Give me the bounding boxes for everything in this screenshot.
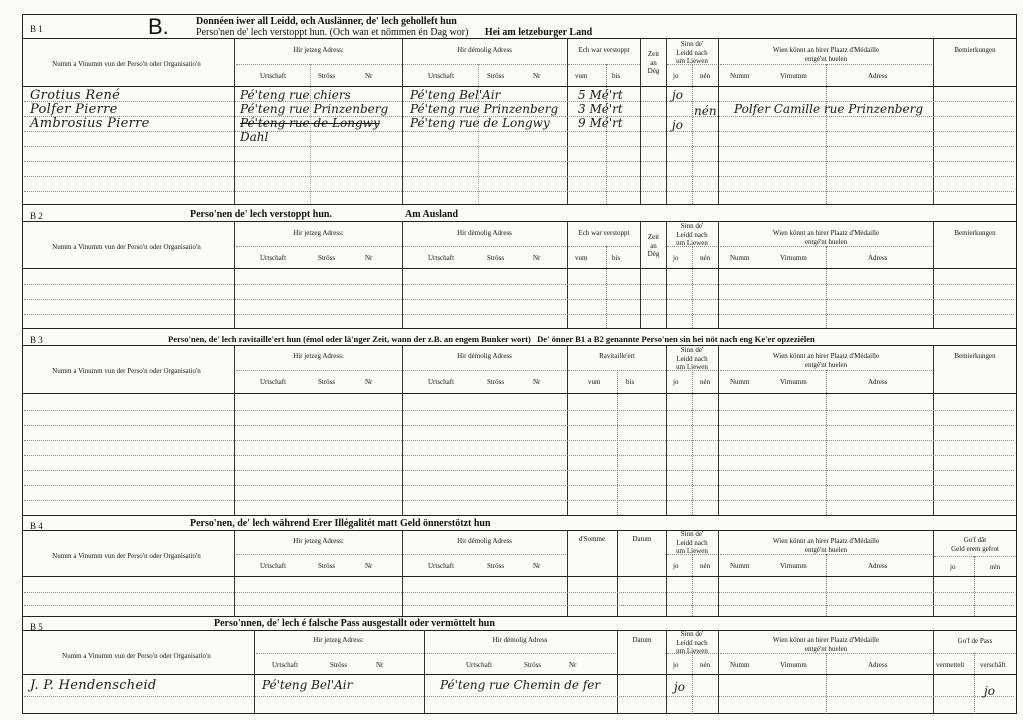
b3-title-2: De' önner B1 a B2 genannte Perso'nen sin hei nöt nach eng Ke'er opzeziélen [537,334,815,344]
b1-row2-no: nén [694,104,717,118]
b1-now-street: Ströss [318,72,336,80]
b4-sense-3: um Liewen [676,547,708,555]
b5-now-street: Ströss [330,661,348,669]
b4-medal-address: Adress [868,562,888,570]
b5-row-now: Pé'teng Bel'Air [262,678,353,692]
b1-hidden-header: Ech war verstoppt [578,46,630,54]
b1-then-street: Ströss [487,72,505,80]
b3-sense-3: um Liewen [676,363,708,371]
b2-title-2: Am Ausland [405,209,459,220]
b4-medal-name: Numm [730,562,750,570]
b2-sense-1: Sinn de' [680,222,704,230]
b1-now-town: Urtschaft [260,72,287,80]
b1-title-1: Donnéen iwer all Leidd, och Auslänner, de' lech geholleft hun [196,16,457,27]
b5-sense-2: Leidd nach [676,638,708,647]
b1-remarks: Bemierkungen [954,46,996,54]
b3-then-nr: Nr [533,378,541,386]
b3-medal-firstname: Virnumm [780,378,807,386]
b4-then-nr: Nr [533,562,541,570]
b1-row3-from: 9 Mé'rt [578,116,623,130]
b1-row3-yes: jo [672,118,683,132]
b1-now-addr-header: Hir jetzeg Adress: [293,46,344,54]
b1-then-addr-header: Hir démolig Adress [457,46,512,54]
b2-then-street: Ströss [487,254,505,262]
b1-row2-from: 3 Mé'rt [578,102,623,116]
b5-medal-name: Numm [730,661,750,669]
b3-label: B 3 [30,335,43,345]
b3-sense-1: Sinn de' [680,346,704,354]
b5-medal-2: entgé'nt huelen [804,644,848,653]
b2-no: nén [700,254,711,262]
b2-time-1: Zeit [647,233,660,241]
b4-now-nr: Nr [365,562,373,570]
b3-now-street: Ströss [318,378,336,386]
b3-sense-2: Leidd nach [676,354,708,363]
b3-then-street: Ströss [487,378,505,386]
b1-sense-3: um Liewen [676,57,708,65]
b5-arranged: vermettelt [936,661,965,669]
b3-now-nr: Nr [365,378,373,386]
b2-time-3: Dég [647,250,660,258]
b4-gift-2: Geld erem gefrot [951,544,999,553]
b1-sense-1: Sinn de' [680,40,704,48]
b2-medal-address: Adress [868,254,888,262]
b4-medal-1: Wien könnt an hirer Plaatz d'Médaille [772,537,880,545]
b1-row4-now: Dahl [240,130,269,144]
b1-medal-firstname: Virnumm [780,72,807,80]
b5-name-col-header: Numm a Vinumm vun der Perso'n oder Organisatio'n [62,652,211,660]
b5-pass-header: Go'f de Pass [957,637,993,645]
b4-medal-2: entgé'nt huelen [804,545,848,554]
b4-label: B 4 [30,521,43,531]
b5-now-addr-header: Hir jetzeg Adress: [313,636,364,644]
b1-medal-2: entgé'nt huelen [804,54,848,63]
b4-now-town: Urtschaft [260,562,287,570]
b4-date-header: Datum [632,535,652,543]
b4-medal-firstname: Virnumm [780,562,807,570]
b1-medal-name: Numm [730,72,750,80]
b2-time-2: an [650,241,657,250]
b4-name-col-header: Numm a Vinumm vun der Perso'n oder Organisatio'n [52,552,201,560]
b5-then-street: Ströss [524,661,542,669]
b5-then-nr: Nr [569,661,577,669]
b2-now-town: Urtschaft [260,254,287,262]
b2-then-town: Urtschaft [428,254,455,262]
b2-remarks: Bemierkungen [954,229,996,237]
b2-medal-2: entgé'nt huelen [804,237,848,246]
b4-sense-2: Leidd nach [676,538,708,547]
b1-row1-medal: Polfer Camille rue Prinzenberg [734,102,923,116]
b4-gift-yes: jo [950,563,956,571]
b4-gift-no: nén [990,563,1001,571]
b3-medal-name: Numm [730,378,750,386]
b2-sense-3: um Liewen [676,239,708,247]
b2-name-col-header: Numm a Vinumm vun der Perso'n oder Organisatio'n [52,243,201,251]
b1-time-2: an [650,58,657,67]
b4-now-street: Ströss [318,562,336,570]
b1-header-top [22,38,1017,39]
b1-row3-then: Pé'teng rue de Longwy [410,116,550,130]
b5-yes: jo [673,661,679,669]
b2-then-nr: Nr [533,254,541,262]
b1-name-col-header: Numm a Vinumm vun der Perso'n oder Organisatio'n [52,60,201,68]
b2-hidden-header: Ech war verstoppt [578,229,630,237]
b4-now-addr-header: Hir jetzeg Adress: [293,537,344,545]
b1-label: B 1 [30,24,43,34]
b5-medal-1: Wien könnt an hirer Plaatz d'Médaille [772,636,880,644]
b4-yes: jo [673,562,679,570]
b5-row-yes: jo [674,680,685,694]
b3-yes: jo [673,378,679,386]
b4-then-addr-header: Hir démolig Adress [457,537,512,545]
b1-no: nén [700,72,711,80]
b5-sense-3: um Liewen [676,647,708,655]
b2-now-addr-header: Hir jetzeg Adress: [293,229,344,237]
b1-title-3: Hei am letzeburger Land [484,27,593,38]
b5-then-town: Urtschaft [466,661,493,669]
b1-medal-address: Adress [868,72,888,80]
b1-row3-name: Ambrosius Pierre [30,116,150,131]
b5-date-header: Datum [632,636,652,644]
b1-title-2: Perso'nen de' lech verstoppt hun. (Och wan et nömmen én Dag wor) [196,27,469,38]
b5-label: B 5 [30,622,43,632]
b5-now-town: Urtschaft [272,661,299,669]
b3-ravit-header: Ravitaille'ert [599,352,635,360]
b1-row1-from: 5 Mé'rt [578,88,623,102]
b4-gift-1: Go'f dât [963,536,987,544]
b3-from: vum [588,378,601,386]
b3-now-town: Urtschaft [260,378,287,386]
b5-now-nr: Nr [376,661,384,669]
b3-medal-1: Wien könnt an hirer Plaatz d'Médaille [772,352,880,360]
b4-title: Perso'nen, de' lech während Erer Illégalitét matt Geld önnerstötzt hun [190,518,491,529]
b3-medal-address: Adress [868,378,888,386]
b1-big-letter: B. [148,14,169,39]
b2-sense-2: Leidd nach [676,230,708,239]
b1-now-nr: Nr [365,72,373,80]
b2-yes: jo [673,254,679,262]
b2-from: vum [575,254,588,262]
b3-remarks: Bemierkungen [954,352,996,360]
b4-sense-1: Sinn de' [680,530,704,538]
b2-label: B 2 [30,211,43,221]
b5-title: Perso'nnen, de' lech é falsche Pass ausgestallt oder vermöttelt hun [214,618,495,629]
b1-time-3: Dég [647,67,660,75]
b1-row3-now: Pé'teng rue de Longwy [240,116,380,130]
b5-made: verschâft [980,661,1006,669]
b5-row-name: J. P. Hendenscheid [30,678,157,693]
b1-row1-then: Pé'teng Bel'Air [410,88,501,102]
b5-medal-address: Adress [868,661,888,669]
b1-row2-now: Pé'teng rue Prinzenberg [240,102,389,116]
b1-then-nr: Nr [533,72,541,80]
b3-medal-2: entgé'nt huelen [804,360,848,369]
b2-title: Perso'nen de' lech verstoppt hun. [190,209,332,220]
b1-row1-name: Grotius René [30,88,121,103]
b2-now-nr: Nr [365,254,373,262]
b2-then-addr-header: Hir démolig Adress [457,229,512,237]
b1-to: bis [612,72,621,80]
b1-from: vum [575,72,588,80]
b1-sense-2: Leidd nach [676,48,708,57]
b4-no: nén [700,562,711,570]
b1-row1-now: Pé'teng rue chiers [240,88,351,102]
b3-then-town: Urtschaft [428,378,455,386]
b2-medal-firstname: Virnumm [780,254,807,262]
b4-then-street: Ströss [487,562,505,570]
b4-sum-header: d'Somme [578,535,606,543]
b2-to: bis [612,254,621,262]
b3-to: bis [626,378,635,386]
b3-no: nén [700,378,711,386]
b3-title: Perso'nen, de' lech ravitaille'ert hun (émol oder lä'nger Zeit, wann der z.B. an engem Bunker wort) [168,334,531,344]
b2-medal-name: Numm [730,254,750,262]
b2-now-street: Ströss [318,254,336,262]
b5-row-made: jo [984,684,995,698]
b3-now-addr-header: Hir jetzeg Adress: [293,352,344,360]
b1-row2-then: Pé'teng rue Prinzenberg [410,102,559,116]
b1-row2-name: Polfer Pierre [30,102,118,117]
b1-yes: jo [673,72,679,80]
b4-then-town: Urtschaft [428,562,455,570]
b2-medal-1: Wien könnt an hirer Plaatz d'Médaille [772,229,880,237]
b5-medal-firstname: Virnumm [780,661,807,669]
b5-no: nén [700,661,711,669]
b1-row1-yes: jo [672,88,683,102]
b1-then-town: Urtschaft [428,72,455,80]
b1-time-1: Zeit [647,50,660,58]
b5-then-addr-header: Hir démolig Adress [492,636,548,644]
b5-sense-1: Sinn de' [680,630,704,638]
b1-medal-1: Wien könnt an hirer Plaatz d'Médaille [772,46,880,54]
b3-name-col-header: Numm a Vinumm vun der Perso'n oder Organisatio'n [52,367,201,375]
b3-then-addr-header: Hir démolig Adress [457,352,512,360]
b5-row-then: Pé'teng rue Chemin de fer [440,678,601,692]
